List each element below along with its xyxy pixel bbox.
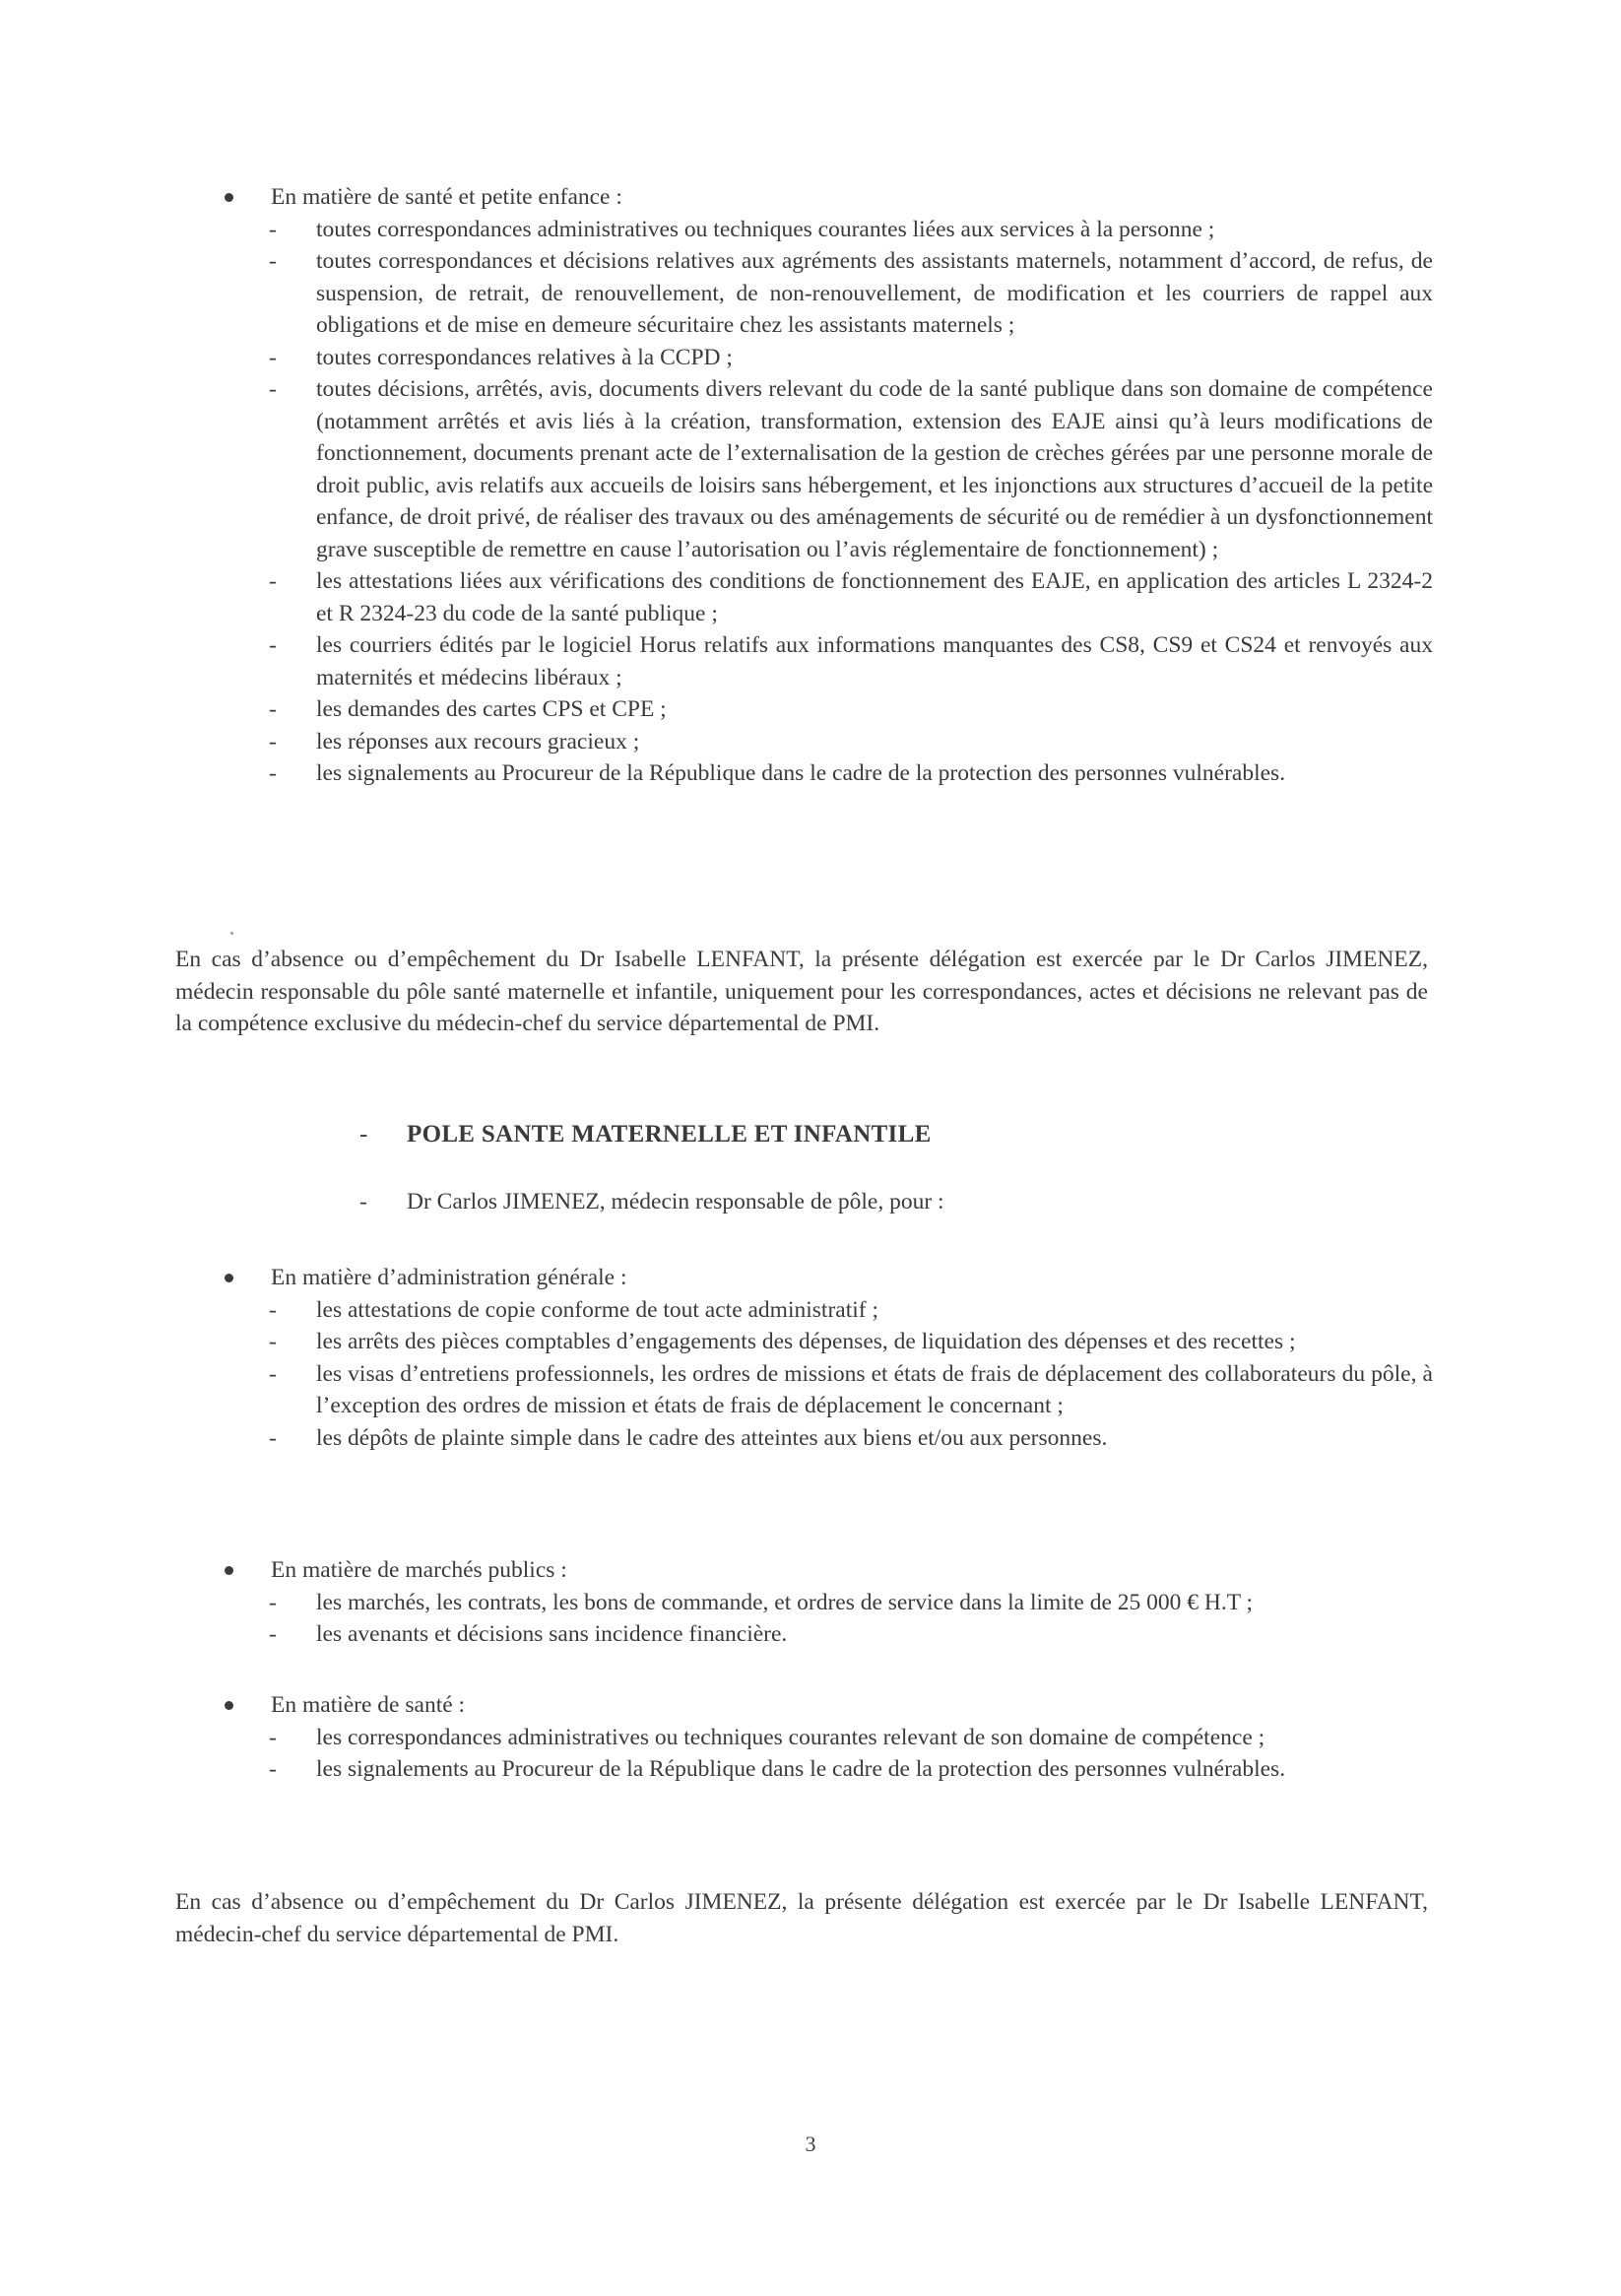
list-item — [222, 373, 1433, 565]
item-list — [222, 214, 1433, 790]
pole-person — [359, 1186, 944, 1218]
section-heading-text: En matière de santé et petite enfance : — [271, 184, 622, 210]
list-item-text: toutes décisions, arrêtés, avis, documents divers relevant du code de la santé publique dans son domaine de compétence (notamment arrêtés et avis liés à la création, transformation, extension des EAJE ainsi qu’à leurs modifications de fonctionnement, documents prenant acte de l’externalisation de la gestion de crèches gérées par une personne morale de droit public, avis relatifs aux accueils de loisirs sans hébergement, et les injonctions aux structures d’accueil de la petite enfance, de droit privé, de réaliser des travaux ou des aménagements de sécurité ou de remédier à un dysfonctionnement grave susceptible de remettre en cause l’autorisation ou l’avis réglementaire de fonctionnement) ; — [316, 376, 1433, 562]
list-item — [222, 726, 1433, 758]
pole-heading — [359, 1121, 932, 1148]
list-item-text: les attestations liées aux vérifications des conditions de fonctionnement des EAJE, en application des articles L 2324-2 et R 2324-23 du code de la santé publique ; — [316, 568, 1433, 626]
section-sante-petite-enfance — [222, 181, 1433, 790]
list-item-text: toutes correspondances administratives ou techniques courantes liées aux services à la personne ; — [316, 216, 1215, 242]
section-sante — [222, 1689, 1433, 1786]
list-item-text: les avenants et décisions sans incidence financière. — [316, 1621, 788, 1647]
dash-marker: - — [269, 1621, 277, 1647]
list-item-text: les visas d’entretiens professionnels, les ordres de missions et états de frais de déplacement des collaborateurs du pôle, à l’exception des ordres de mission et états de frais de déplacement le concernant ; — [316, 1360, 1433, 1418]
list-item-text: les signalements au Procureur de la République dans le cadre de la protection des personnes vulnérables. — [316, 760, 1286, 786]
dash-marker: - — [269, 1360, 277, 1387]
pole-person-text: Dr Carlos JIMENEZ, médecin responsable de pôle, pour : — [407, 1189, 944, 1214]
section-administration-generale — [222, 1262, 1433, 1454]
list-item-text: les attestations de copie conforme de tout acte administratif ; — [316, 1296, 878, 1323]
list-item — [222, 1753, 1433, 1786]
list-item — [222, 693, 1433, 726]
dash-marker: - — [269, 728, 277, 754]
list-item — [222, 1422, 1433, 1455]
dash-marker: - — [269, 568, 277, 594]
list-item — [222, 245, 1433, 342]
list-item-text: les dépôts de plainte simple dans le cadre des atteintes aux biens et/ou aux personnes. — [316, 1424, 1108, 1451]
dash-marker: - — [269, 344, 277, 370]
list-item — [222, 1722, 1433, 1754]
dash-marker: - — [269, 1589, 277, 1615]
list-item-text: toutes correspondances relatives à la CCPD ; — [316, 344, 733, 370]
list-item — [222, 1358, 1433, 1422]
list-item-text: les réponses aux recours gracieux ; — [316, 728, 640, 754]
section-marches-publics — [222, 1554, 1433, 1651]
delegation-paragraph-2: En cas d’absence ou d’empêchement du Dr Carlos JIMENEZ, la présente délégation est exercée par le Dr Isabelle LENFANT, médecin-chef du service départemental de PMI. — [175, 1889, 1428, 1947]
dash-marker: - — [269, 1724, 277, 1750]
item-list — [222, 1722, 1433, 1786]
dash-marker: - — [269, 248, 277, 274]
section-heading — [222, 1689, 1433, 1722]
list-item — [222, 1294, 1433, 1327]
dash-marker: - — [359, 1121, 368, 1148]
dash-marker: - — [269, 1296, 277, 1323]
item-list — [222, 1294, 1433, 1455]
section-heading — [222, 181, 1433, 214]
dash-marker: - — [269, 1329, 277, 1354]
list-item — [222, 565, 1433, 629]
bullet-icon — [225, 1701, 233, 1710]
bullet-icon — [225, 193, 233, 202]
bullet-icon — [225, 1566, 233, 1575]
list-item — [222, 1587, 1433, 1619]
delegation-paragraph: En cas d’absence ou d’empêchement du Dr Isabelle LENFANT, la présente délégation est exercée par le Dr Carlos JIMENEZ, médecin responsable du pôle santé maternelle et infantile, uniquement pour les correspondances, actes et décisions ne relevant pas de la compétence exclusive du médecin-chef du service départemental de PMI. — [175, 947, 1428, 1036]
list-item — [222, 214, 1433, 246]
list-item — [222, 629, 1433, 693]
dash-marker: - — [359, 1189, 367, 1214]
list-item-text: les signalements au Procureur de la République dans le cadre de la protection des personnes vulnérables. — [316, 1756, 1286, 1782]
dash-marker: - — [269, 216, 277, 242]
section-heading-text: En matière d’administration générale : — [271, 1265, 627, 1290]
list-item-text: les courriers édités par le logiciel Horus relatifs aux informations manquantes des CS8, CS9 et CS24 et renvoyés aux maternités et médecins libéraux ; — [316, 632, 1433, 690]
list-item-text: les correspondances administratives ou techniques courantes relevant de son domaine de compétence ; — [316, 1724, 1265, 1750]
dash-marker: - — [269, 376, 277, 402]
list-item — [222, 757, 1433, 790]
section-heading — [222, 1262, 1433, 1294]
page-number: 3 — [805, 2132, 816, 2156]
list-item-text: les arrêts des pièces comptables d’engagements des dépenses, de liquidation des dépenses et des recettes ; — [316, 1329, 1296, 1354]
list-item-text: les marchés, les contrats, les bons de commande, et ordres de service dans la limite de 25 000 € H.T ; — [316, 1589, 1254, 1615]
section-heading-text: En matière de santé : — [271, 1692, 466, 1718]
section-heading — [222, 1554, 1433, 1587]
list-item-text: toutes correspondances et décisions relatives aux agréments des assistants maternels, notamment d’accord, de refus, de suspension, de retrait, de renouvellement, de non-renouvellement, de modification et les courriers de rappel aux obligations et de mise en demeure sécuritaire chez les assistants maternels ; — [316, 248, 1433, 338]
dash-marker: - — [269, 1424, 277, 1451]
dash-marker: - — [269, 696, 277, 722]
list-item — [222, 1618, 1433, 1651]
dash-marker: - — [269, 760, 277, 786]
dash-marker: - — [269, 632, 277, 658]
list-item — [222, 1326, 1433, 1358]
scan-speck — [230, 932, 233, 935]
list-item-text: les demandes des cartes CPS et CPE ; — [316, 696, 667, 722]
bullet-icon — [225, 1274, 233, 1282]
dash-marker: - — [269, 1756, 277, 1782]
list-item — [222, 342, 1433, 374]
item-list — [222, 1587, 1433, 1651]
section-heading-text: En matière de marchés publics : — [271, 1557, 567, 1583]
pole-title: POLE SANTE MATERNELLE ET INFANTILE — [407, 1121, 932, 1148]
